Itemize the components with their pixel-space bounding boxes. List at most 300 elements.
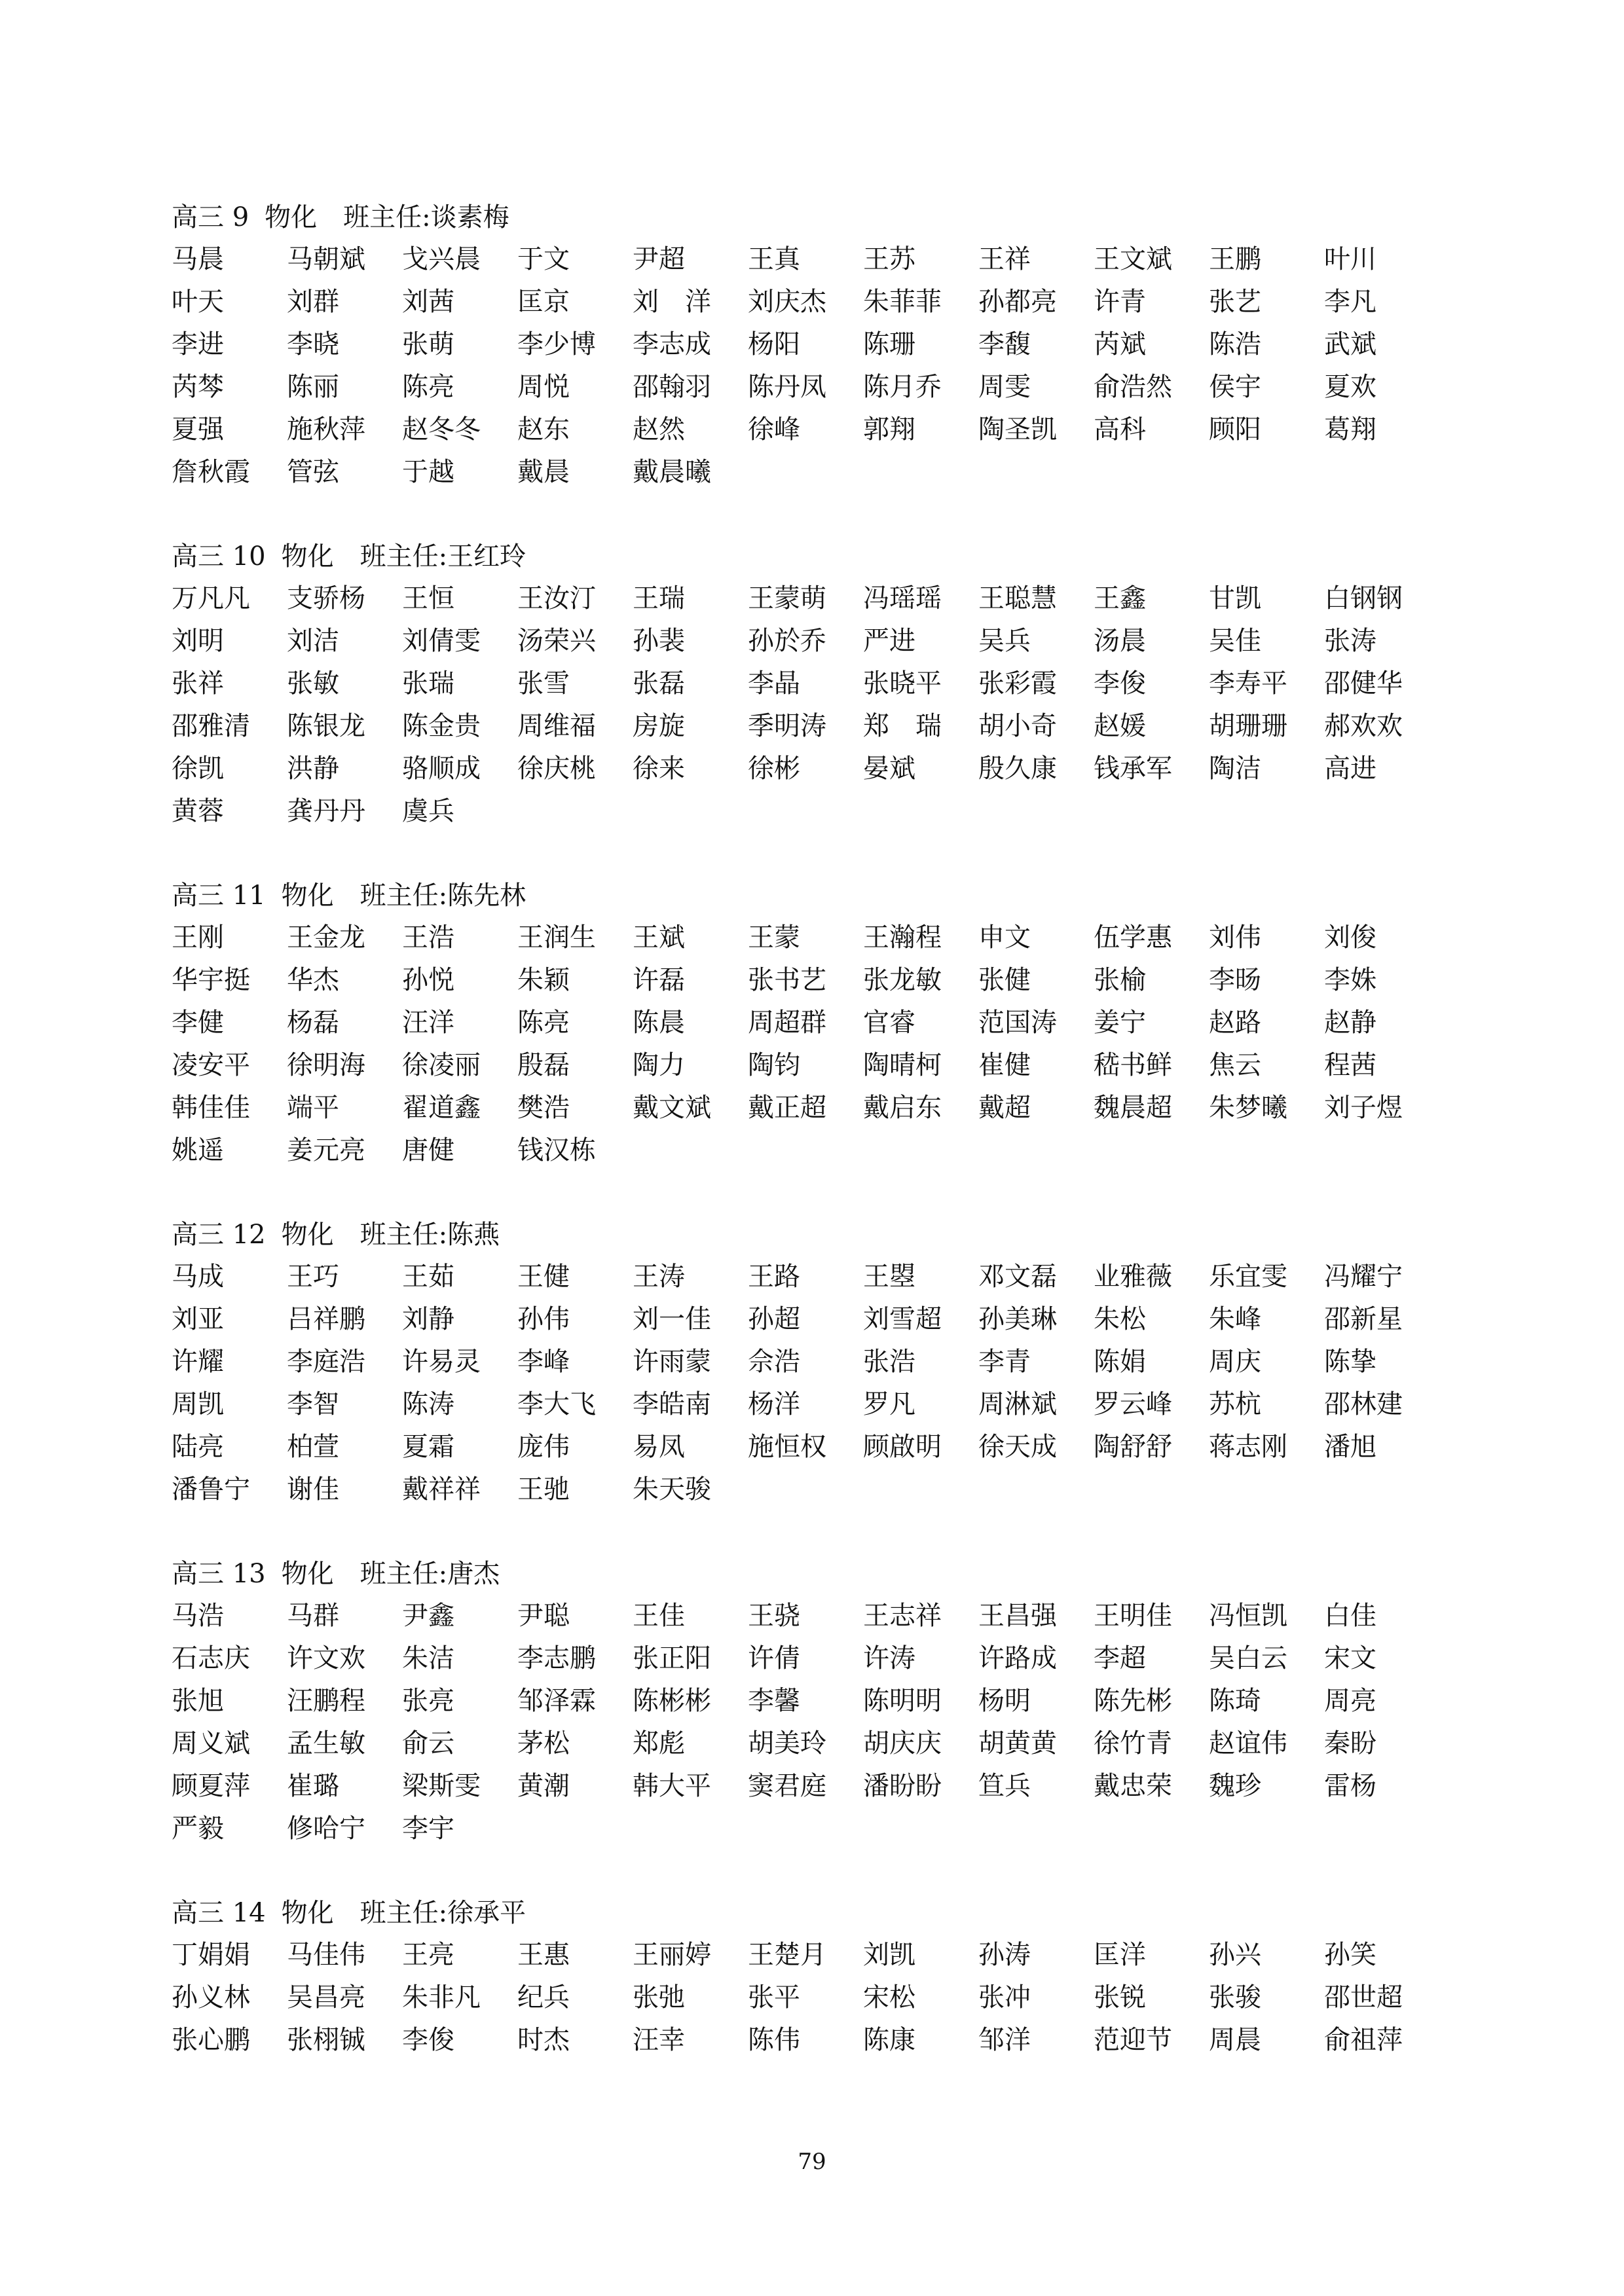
student-name: 崔健 [978,1050,1031,1080]
student-name: 陈亮 [402,372,454,402]
student-name: 王蒙萌 [748,583,826,613]
student-name: 洪静 [287,754,339,784]
student-name: 周凯 [172,1389,224,1419]
student-name: 陶晴柯 [863,1050,942,1080]
student-name: 张浩 [863,1347,915,1377]
student-name: 戴晨曦 [633,457,711,487]
student-name: 赵然 [633,414,685,445]
student-list [172,917,1468,1172]
student-name: 郭翔 [863,414,915,445]
student-name: 华杰 [287,965,339,995]
student-name: 孙义林 [172,1982,250,2013]
student-name: 许倩 [748,1643,800,1673]
student-name: 周维福 [517,711,596,741]
class-section [172,1553,1468,1850]
student-name: 徐来 [633,754,685,784]
student-name: 吴白云 [1209,1643,1287,1673]
student-name: 王苏 [863,244,915,274]
student-name: 匡洋 [1094,1940,1146,1970]
student-name: 杨阳 [748,329,800,359]
student-name: 李志成 [633,329,711,359]
student-name: 周淋斌 [978,1389,1057,1419]
student-name: 叶天 [172,287,224,317]
student-name: 苏杭 [1209,1389,1261,1419]
student-name: 陈银龙 [287,711,365,741]
student-name: 李志鹏 [517,1643,596,1673]
student-name: 张彩霞 [978,668,1057,699]
class-teacher: 班主任:谈素梅 [343,202,509,232]
student-name: 尹鑫 [402,1601,454,1631]
student-name: 柏萱 [287,1432,339,1462]
student-name: 李俊 [402,2025,454,2055]
class-section [172,1892,1468,2062]
student-name: 万凡凡 [172,583,250,613]
class-heading [172,1214,1468,1256]
student-name: 姜宁 [1094,1008,1146,1038]
student-name: 季明涛 [748,711,826,741]
student-name: 张祥 [172,668,224,699]
student-name: 刘凯 [863,1940,915,1970]
student-name: 邵健华 [1324,668,1403,699]
student-name: 许文欢 [287,1643,365,1673]
student-name: 钱承军 [1094,754,1172,784]
student-name: 张涛 [1324,626,1376,656]
class-name: 高三 12 [172,1220,266,1250]
student-name: 乐宜雯 [1209,1262,1287,1292]
student-name: 陈涛 [402,1389,454,1419]
student-name: 俞云 [402,1728,454,1758]
student-name: 王健 [517,1262,570,1292]
student-name: 陶力 [633,1050,685,1080]
student-name: 殷久康 [978,754,1057,784]
student-name: 雷杨 [1324,1771,1376,1801]
class-name: 高三 13 [172,1559,266,1589]
student-name: 李馨 [748,1686,800,1716]
student-name: 王鑫 [1094,583,1146,613]
student-name: 王昌强 [978,1601,1057,1631]
class-heading [172,536,1468,577]
student-name: 张弛 [633,1982,685,2013]
student-name: 管弦 [287,457,339,487]
student-name: 张冲 [978,1982,1031,2013]
student-name: 周超群 [748,1008,826,1038]
student-name: 李宇 [402,1813,454,1844]
student-name: 马朝斌 [287,244,365,274]
class-name: 高三 9 [172,202,249,232]
student-name: 叶川 [1324,244,1376,274]
student-name: 张栩铖 [287,2025,365,2055]
student-name: 高科 [1094,414,1146,445]
student-name: 陈金贵 [402,711,481,741]
student-name: 刘雪超 [863,1304,942,1334]
student-name: 翟道鑫 [402,1093,481,1123]
student-name: 孙伟 [517,1304,570,1334]
student-name: 许易灵 [402,1347,481,1377]
student-name: 徐彬 [748,754,800,784]
student-name: 戴超 [978,1093,1031,1123]
student-name: 韩大平 [633,1771,711,1801]
student-name: 王瀚程 [863,922,942,953]
student-name: 华宇挺 [172,965,250,995]
student-name: 葛翔 [1324,414,1376,445]
student-name: 李晓 [287,329,339,359]
student-name: 唐健 [402,1135,454,1165]
student-name: 修哈宁 [287,1813,365,1844]
student-name: 孟生敏 [287,1728,365,1758]
student-name: 罗云峰 [1094,1389,1172,1419]
student-name: 陈珊 [863,329,915,359]
student-name: 李凡 [1324,287,1376,317]
student-name: 陈挚 [1324,1347,1376,1377]
student-name: 陈琦 [1209,1686,1261,1716]
class-section [172,875,1468,1172]
student-name: 朱峰 [1209,1304,1261,1334]
student-name: 马晨 [172,244,224,274]
page-content [172,196,1468,2104]
student-name: 支骄杨 [287,583,365,613]
student-name: 郑彪 [633,1728,685,1758]
student-name: 王楚月 [748,1940,826,1970]
student-name: 焦云 [1209,1050,1261,1080]
student-name: 王曌 [863,1262,915,1292]
student-name: 李少博 [517,329,596,359]
student-name: 刘群 [287,287,339,317]
student-name: 李旸 [1209,965,1261,995]
student-name: 陈伟 [748,2025,800,2055]
class-heading [172,196,1468,238]
student-name: 王斌 [633,922,685,953]
student-list [172,577,1468,833]
student-name: 官睿 [863,1008,915,1038]
student-name: 嵇书鲜 [1094,1050,1172,1080]
student-name: 魏珍 [1209,1771,1261,1801]
student-name: 王明佳 [1094,1601,1172,1631]
student-name: 申文 [978,922,1031,953]
student-name: 张亮 [402,1686,454,1716]
student-name: 孙悦 [402,965,454,995]
student-name: 陶钧 [748,1050,800,1080]
student-name: 刘俊 [1324,922,1376,953]
student-name: 戴启东 [863,1093,942,1123]
student-name: 芮斌 [1094,329,1146,359]
student-name: 夏强 [172,414,224,445]
student-name: 李智 [287,1389,339,1419]
student-name: 冯瑶瑶 [863,583,942,613]
student-name: 严毅 [172,1813,224,1844]
student-name: 李庭浩 [287,1347,365,1377]
student-name: 赵谊伟 [1209,1728,1287,1758]
student-name: 陈娟 [1094,1347,1146,1377]
student-name: 赵媛 [1094,711,1146,741]
student-name: 戴正超 [748,1093,826,1123]
student-name: 王丽婷 [633,1940,711,1970]
student-name: 邵林建 [1324,1389,1403,1419]
class-teacher: 班主任:陈先林 [360,881,526,911]
student-name: 李馥 [978,329,1031,359]
student-name: 王路 [748,1262,800,1292]
student-name: 陈彬彬 [633,1686,711,1716]
student-name: 王祥 [978,244,1031,274]
student-name: 陈丽 [287,372,339,402]
student-name: 刘倩雯 [402,626,481,656]
student-name: 钱汉栋 [517,1135,596,1165]
student-list [172,1595,1468,1850]
student-name: 朱菲菲 [863,287,942,317]
student-name: 潘盼盼 [863,1771,942,1801]
student-name: 张正阳 [633,1643,711,1673]
student-name: 刘静 [402,1304,454,1334]
student-name: 李姝 [1324,965,1376,995]
student-name: 佘浩 [748,1347,800,1377]
student-name: 陈明明 [863,1686,942,1716]
student-name: 许涛 [863,1643,915,1673]
student-name: 韩佳佳 [172,1093,250,1123]
student-name: 陈月乔 [863,372,942,402]
student-name: 许雨蒙 [633,1347,711,1377]
student-name: 张榆 [1094,965,1146,995]
class-teacher: 班主任:唐杰 [360,1559,500,1589]
student-name: 杨洋 [748,1389,800,1419]
student-name: 业雅薇 [1094,1262,1172,1292]
student-name: 张雪 [517,668,570,699]
class-subject: 物化 [281,1559,334,1589]
student-name: 朱天骏 [633,1474,711,1504]
student-name: 孙笑 [1324,1940,1376,1970]
student-name: 马佳伟 [287,1940,365,1970]
student-name: 胡小奇 [978,711,1057,741]
student-name: 王鹏 [1209,244,1261,274]
student-name: 刘 洋 [633,287,711,317]
student-name: 刘庆杰 [748,287,826,317]
student-name: 许耀 [172,1347,224,1377]
student-name: 戴祥祥 [402,1474,481,1504]
student-name: 樊浩 [517,1093,570,1123]
student-name: 虞兵 [402,796,454,826]
student-name: 李俊 [1094,668,1146,699]
student-name: 崔璐 [287,1771,339,1801]
student-name: 施恒权 [748,1432,826,1462]
student-name: 孙都亮 [978,287,1057,317]
student-name: 笪兵 [978,1771,1031,1801]
student-name: 王汝汀 [517,583,596,613]
student-name: 姚遥 [172,1135,224,1165]
student-name: 张龙敏 [863,965,942,995]
student-name: 罗凡 [863,1389,915,1419]
student-name: 戴忠荣 [1094,1771,1172,1801]
student-list [172,238,1468,494]
student-name: 白钢钢 [1324,583,1403,613]
student-name: 孙裴 [633,626,685,656]
student-name: 汤晨 [1094,626,1146,656]
student-name: 李峰 [517,1347,570,1377]
class-name: 高三 11 [172,881,266,911]
student-name: 陈亮 [517,1008,570,1038]
student-name: 詹秋霞 [172,457,250,487]
student-name: 戈兴晨 [402,244,481,274]
student-name: 张晓平 [863,668,942,699]
student-name: 端平 [287,1093,339,1123]
class-subject: 物化 [281,881,334,911]
student-name: 吴兵 [978,626,1031,656]
student-name: 周晨 [1209,2025,1261,2055]
student-name: 李晶 [748,668,800,699]
student-name: 陈康 [863,2025,915,2055]
student-name: 邹洋 [978,2025,1031,2055]
student-name: 刘亚 [172,1304,224,1334]
student-name: 尹超 [633,244,685,274]
student-name: 黄蓉 [172,796,224,826]
student-name: 李超 [1094,1643,1146,1673]
class-subject: 物化 [281,1898,334,1928]
student-name: 邓文磊 [978,1262,1057,1292]
student-name: 徐凌丽 [402,1050,481,1080]
student-name: 时杰 [517,2025,570,2055]
student-name: 胡庆庆 [863,1728,942,1758]
student-name: 俞浩然 [1094,372,1172,402]
class-section [172,1214,1468,1511]
student-name: 邵世超 [1324,1982,1403,2013]
student-name: 房旋 [633,711,685,741]
student-name: 匡京 [517,287,570,317]
student-name: 周雯 [978,372,1031,402]
student-name: 王巧 [287,1262,339,1292]
student-name: 谢佳 [287,1474,339,1504]
student-name: 刘洁 [287,626,339,656]
student-name: 张磊 [633,668,685,699]
student-name: 孙兴 [1209,1940,1261,1970]
student-name: 夏霜 [402,1432,454,1462]
student-name: 严进 [863,626,915,656]
student-name: 王恒 [402,583,454,613]
student-name: 芮棽 [172,372,224,402]
student-name: 易凤 [633,1432,685,1462]
student-name: 张健 [978,965,1031,995]
student-name: 徐凯 [172,754,224,784]
student-name: 戴文斌 [633,1093,711,1123]
student-name: 孙美琳 [978,1304,1057,1334]
student-name: 高进 [1324,754,1376,784]
student-name: 郝欢欢 [1324,711,1403,741]
student-name: 王润生 [517,922,596,953]
student-name: 许青 [1094,287,1146,317]
student-name: 张瑞 [402,668,454,699]
student-name: 王涛 [633,1262,685,1292]
student-name: 石志庆 [172,1643,250,1673]
student-name: 纪兵 [517,1982,570,2013]
student-name: 李皓南 [633,1389,711,1419]
student-name: 程茜 [1324,1050,1376,1080]
student-name: 陶舒舒 [1094,1432,1172,1462]
class-heading [172,1892,1468,1934]
student-name: 徐竹青 [1094,1728,1172,1758]
student-name: 李寿平 [1209,668,1287,699]
student-name: 王茹 [402,1262,454,1292]
student-name: 庞伟 [517,1432,570,1462]
student-name: 梁斯雯 [402,1771,481,1801]
student-name: 骆顺成 [402,754,481,784]
student-name: 孙涛 [978,1940,1031,1970]
student-name: 丁娟娟 [172,1940,250,1970]
student-name: 陈晨 [633,1008,685,1038]
student-name: 朱非凡 [402,1982,481,2013]
page-number: 79 [798,2149,826,2175]
student-name: 夏欢 [1324,372,1376,402]
student-name: 陈先彬 [1094,1686,1172,1716]
student-name: 窦君庭 [748,1771,826,1801]
student-name: 吴昌亮 [287,1982,365,2013]
student-name: 宋文 [1324,1643,1376,1673]
class-heading [172,1553,1468,1595]
student-name: 朱洁 [402,1643,454,1673]
student-name: 王文斌 [1094,244,1172,274]
student-name: 潘旭 [1324,1432,1376,1462]
student-name: 王真 [748,244,800,274]
student-name: 徐天成 [978,1432,1057,1462]
student-name: 王瑞 [633,583,685,613]
student-name: 尹聪 [517,1601,570,1631]
student-name: 王骁 [748,1601,800,1631]
student-name: 李大飞 [517,1389,596,1419]
student-name: 顾夏萍 [172,1771,250,1801]
student-name: 许磊 [633,965,685,995]
student-name: 龚丹丹 [287,796,365,826]
student-name: 张旭 [172,1686,224,1716]
student-name: 周庆 [1209,1347,1261,1377]
student-name: 徐庆桃 [517,754,596,784]
student-name: 赵静 [1324,1008,1376,1038]
student-name: 俞祖萍 [1324,2025,1403,2055]
student-name: 周义斌 [172,1728,250,1758]
student-name: 汤荣兴 [517,626,596,656]
student-name: 郑 瑞 [863,711,942,741]
student-name: 王蒙 [748,922,800,953]
student-name: 孙於乔 [748,626,826,656]
student-name: 茅松 [517,1728,570,1758]
student-name: 张骏 [1209,1982,1261,2013]
student-name: 姜元亮 [287,1135,365,1165]
student-name: 戴晨 [517,457,570,487]
class-section [172,536,1468,833]
student-name: 于文 [517,244,570,274]
student-name: 朱颖 [517,965,570,995]
student-name: 赵东 [517,414,570,445]
student-name: 徐峰 [748,414,800,445]
student-name: 张敏 [287,668,339,699]
student-name: 孙超 [748,1304,800,1334]
student-name: 张心鹏 [172,2025,250,2055]
student-name: 胡美玲 [748,1728,826,1758]
student-name: 周悦 [517,372,570,402]
student-name: 陈丹凤 [748,372,826,402]
student-name: 施秋萍 [287,414,365,445]
class-teacher: 班主任:徐承平 [360,1898,526,1928]
student-name: 王惠 [517,1940,570,1970]
class-subject: 物化 [265,202,318,232]
student-name: 吕祥鹏 [287,1304,365,1334]
student-name: 赵冬冬 [402,414,481,445]
student-name: 李健 [172,1008,224,1038]
student-name: 白佳 [1324,1601,1376,1631]
student-name: 刘伟 [1209,922,1261,953]
student-name: 蒋志刚 [1209,1432,1287,1462]
student-name: 张萌 [402,329,454,359]
student-name: 汪洋 [402,1008,454,1038]
student-name: 陶圣凯 [978,414,1057,445]
student-name: 赵路 [1209,1008,1261,1038]
student-name: 邹泽霖 [517,1686,596,1716]
student-list [172,1256,1468,1511]
student-name: 魏晨超 [1094,1093,1172,1123]
